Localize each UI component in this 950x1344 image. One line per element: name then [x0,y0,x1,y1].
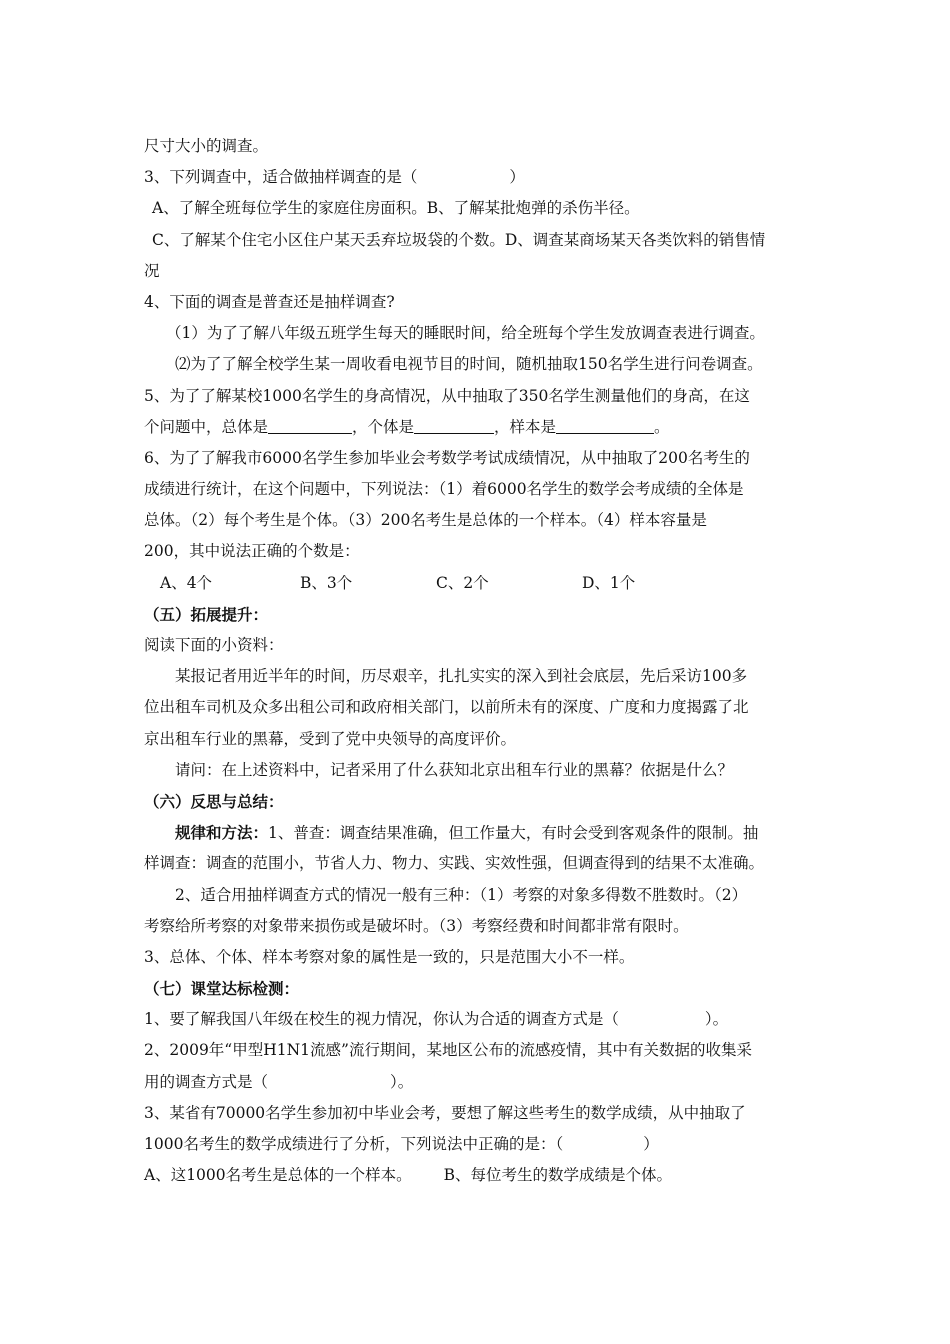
text-line: 京出租车行业的黑幕，受到了党中央领导的高度评价。 [144,729,517,748]
text-span: 1、普查：调查结果准确，但工作量大，有时会受到客观条件的限制。抽 [268,824,759,843]
option-b: B、3个 [300,573,353,592]
option-b: B、每位考生的数学成绩是个体。 [443,1166,673,1185]
text-span: ，样本是 [494,417,557,436]
question-5-blanks [144,412,809,443]
answer-blank-sample[interactable] [556,419,654,434]
text-span: ，个体是 [352,417,415,436]
rules-label: 规律和方法： [175,823,269,843]
reading-paragraph: 某报记者用近半年的时间，历尽艰辛，扎扎实实的深入到社会底层，先后采访100多 [175,667,748,686]
test-question-2-cont [144,1067,809,1098]
reading-question: 请问：在上述资料中，记者采用了什么获知北京出租车行业的黑幕？依据是什么？ [175,760,734,779]
option-a: A、4个 [160,573,213,592]
test-question-3-options [144,1160,809,1191]
text-line: 阅读下面的小资料： [144,636,284,654]
option-c: C、2个 [436,573,489,592]
summary-point-2: 2、适合用抽样调查方式的情况一般有三种：（1）考察的对象多得数不胜数时。（2） [175,885,748,904]
text-line: 成绩进行统计，在这个问题中，下列说法：（1）着6000名学生的数学会考成绩的全体是 [144,480,744,499]
question-4-item-2: ⑵为了了解全校学生某一周收看电视节目的时间，随机抽取150名学生进行问卷调查。 [175,355,763,374]
text-line: 200，其中说法正确的个数是： [144,542,360,561]
text-span: 1000名考生的数学成绩进行了分析，下列说法中正确的是：（ [144,1135,564,1153]
answer-blank-population[interactable] [268,419,352,434]
section-heading-7: （七）课堂达标检测： [144,979,300,999]
text-line: 考察给所考察的对象带来损伤或是破坏时。（3）考察经费和时间都非常有限时。 [144,916,689,935]
test-question-3: 3、某省有70000名学生参加初中毕业会考，要想了解这些考生的数学成绩，从中抽取了 [144,1103,746,1122]
bracket-close: ） [509,168,525,187]
test-question-1 [144,1004,809,1035]
text-span: ）。 [390,1072,414,1091]
answer-blank-individual[interactable] [414,419,494,434]
question-3-text: 3、下列调查中，适合做抽样调查的是（ [144,168,418,187]
option-d: D、1个 [582,573,636,592]
text-span: 1、要了解我国八年级在校生的视力情况，你认为合适的调查方式是（ [144,1010,619,1029]
question-3-options-ab: A、了解全班每位学生的家庭住房面积。B、了解某批炮弹的杀伤半径。 [152,199,640,218]
question-4: 4、下面的调查是普查还是抽样调查? [144,292,395,311]
question-6: 6、为了了解我市6000名学生参加毕业会考数学考试成绩情况，从中抽取了200名考生的 [144,448,750,467]
question-4-item-1: （1）为了了解八年级五班学生每天的睡眠时间，给全班每个学生发放调查表进行调查。 [166,324,765,343]
test-question-2: 2、2009年“甲型H1N1流感”流行期间，某地区公布的流感疫情，其中有关数据的收集采 [144,1041,752,1060]
question-3 [144,162,809,193]
text-span: ）。 [704,1010,729,1029]
text-span: ） [643,1135,659,1153]
section-heading-5: （五）拓展提升： [144,604,269,624]
text-span: 用的调查方式是（ [144,1072,269,1091]
question-3-options-cd: C、了解某个住宅小区住户某天丢弃垃圾袋的个数。D、调查某商场某天各类饮料的销售情 [152,230,766,249]
question-6-options [144,568,809,599]
text-span: 个问题中，总体是 [144,417,269,436]
text-line: 样调查：调查的范围小，节省人力、物力、实践、实效性强，但调查得到的结果不太准确。 [144,854,765,873]
option-a: A、这1000名考生是总体的一个样本。 [144,1166,412,1185]
text-span: 。 [654,417,670,436]
text-line: 尺寸大小的调查。 [144,137,269,155]
text-line: 总体。（2）每个考生是个体。（3）200名考生是总体的一个样本。（4）样本容量是 [144,511,707,530]
document-page [144,131,809,1191]
section-heading-6: （六）反思与总结： [144,791,284,811]
text-line: 况 [144,261,160,280]
text-line: 位出租车司机及众多出租公司和政府相关部门，以前所未有的深度、广度和力度揭露了北 [144,698,749,717]
summary-line [144,817,809,848]
summary-point-3: 3、总体、个体、样本考察对象的属性是一致的，只是范围大小不一样。 [144,947,635,966]
question-5: 5、为了了解某校1000名学生的身高情况，从中抽取了350名学生测量他们的身高，在这 [144,386,750,405]
test-question-3-cont [144,1129,809,1160]
